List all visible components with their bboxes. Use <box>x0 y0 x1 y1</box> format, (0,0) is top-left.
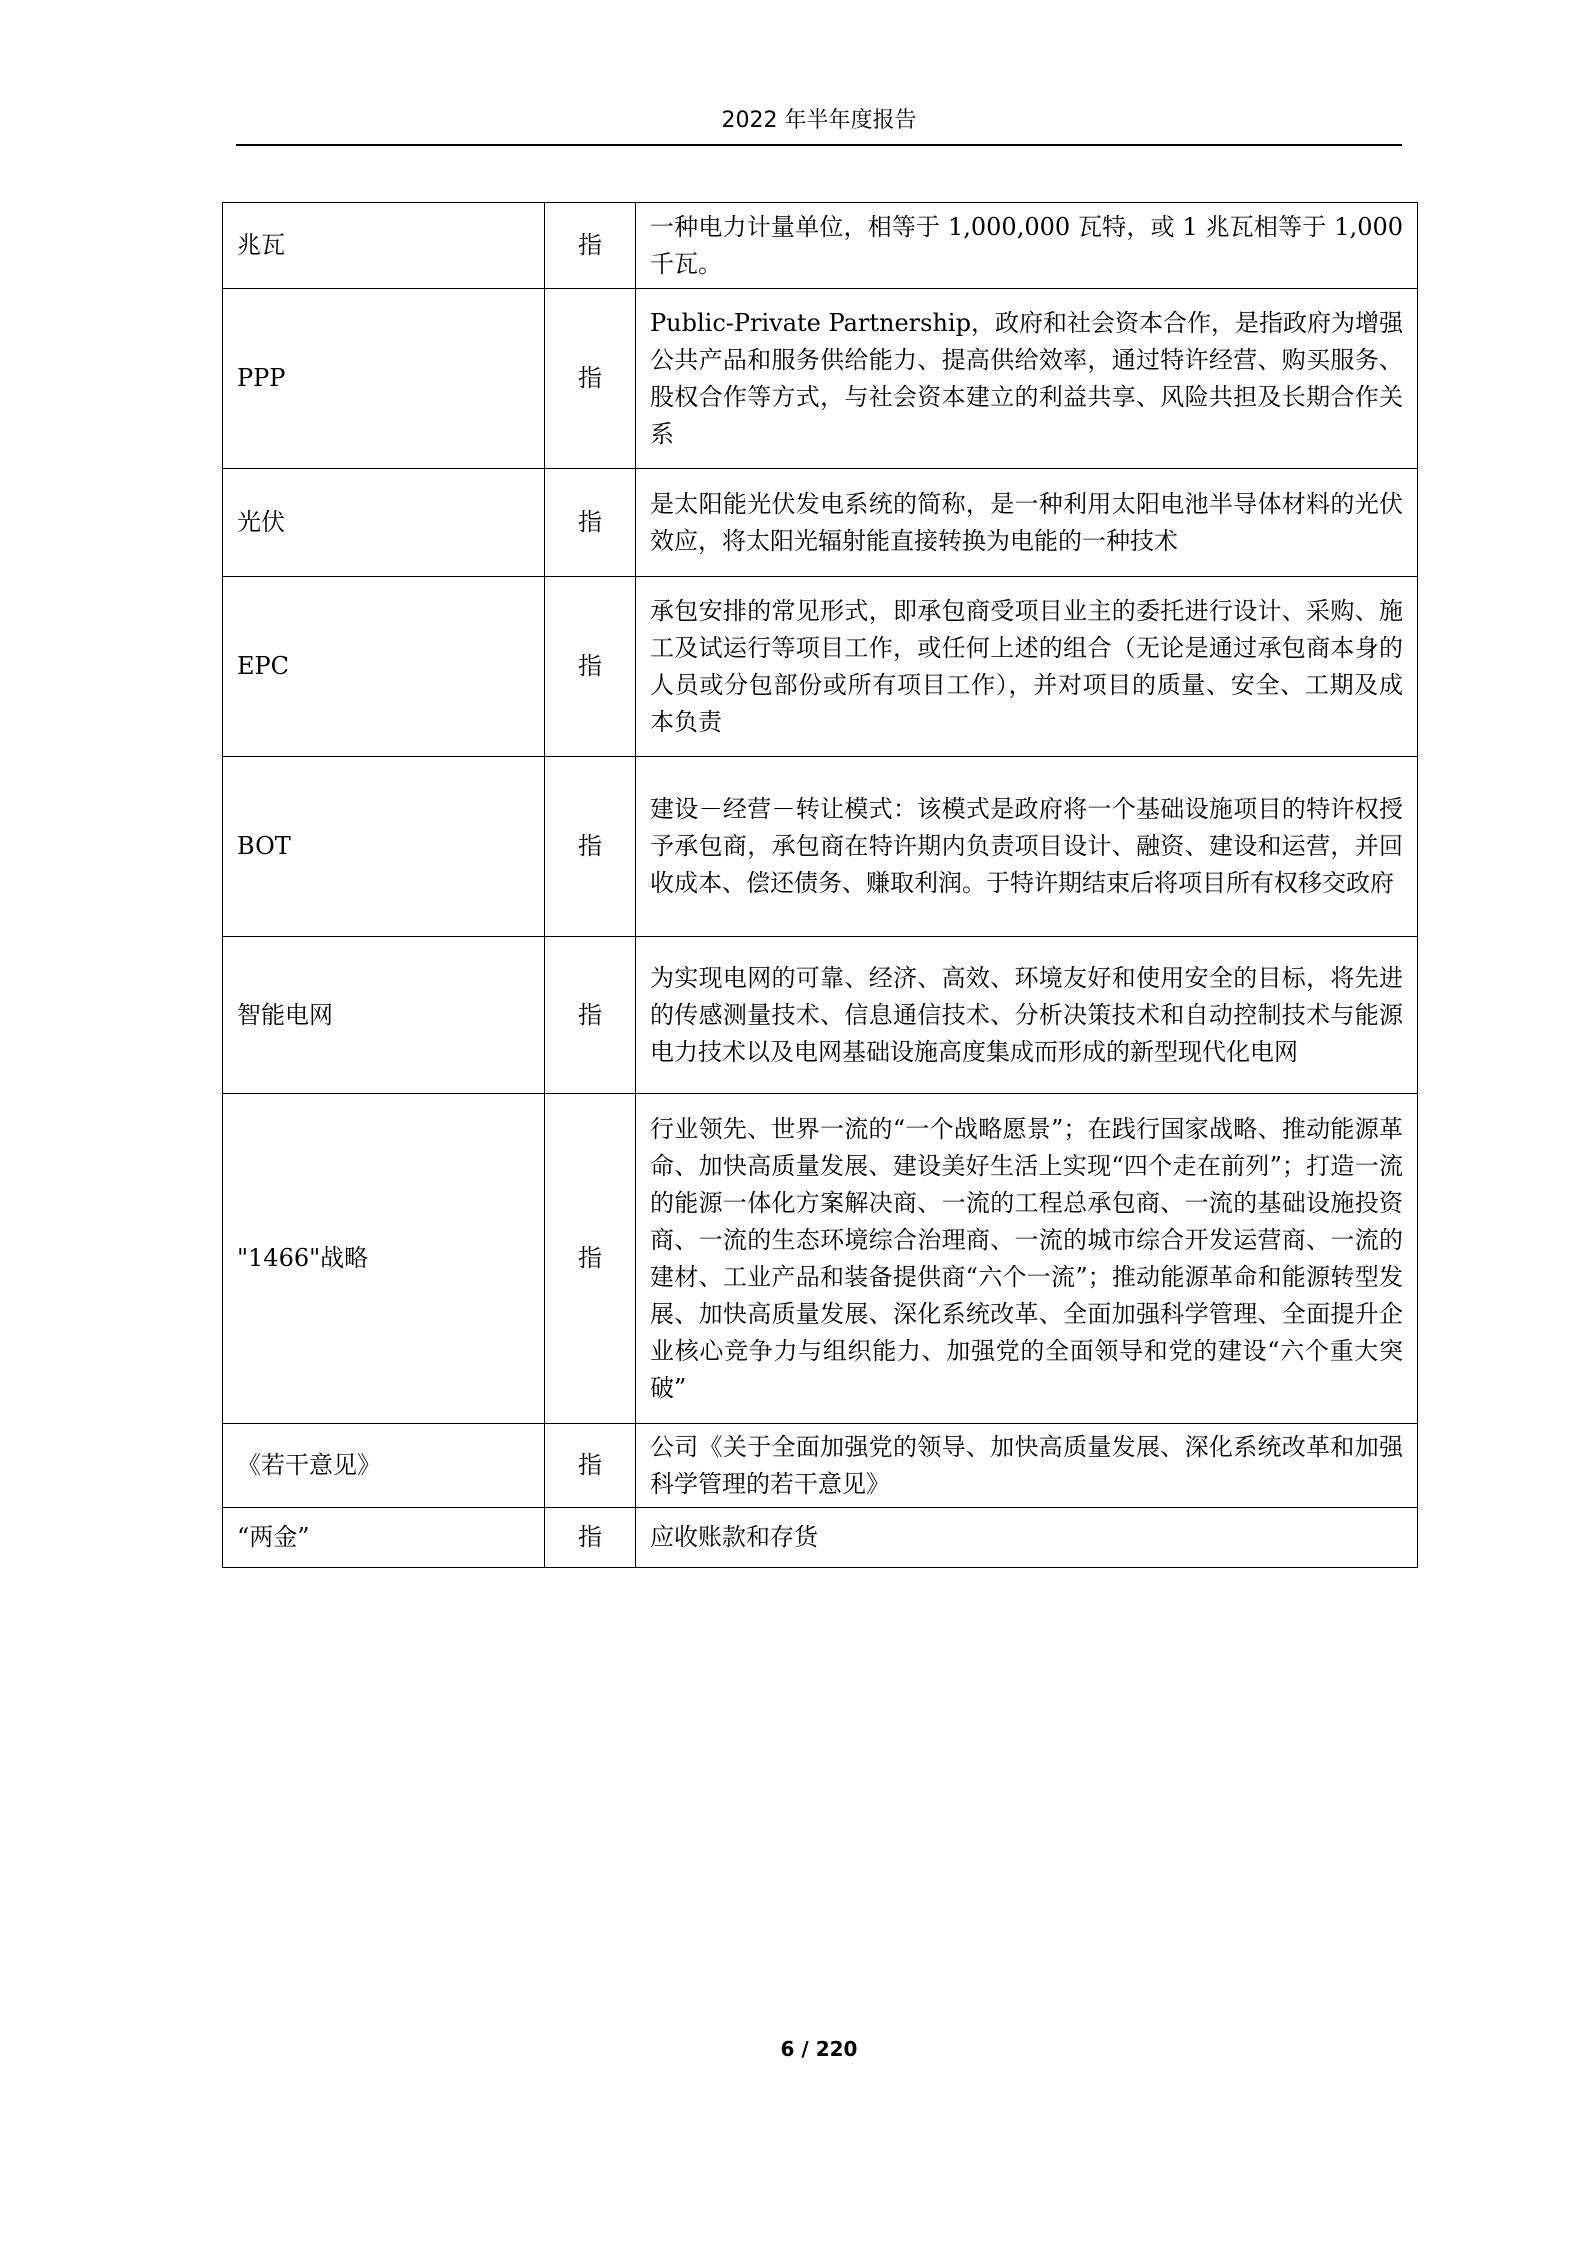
term-cell: BOT <box>223 757 545 937</box>
page-number: 6 / 220 <box>780 2037 858 2061</box>
definition-cell: Public-Private Partnership，政府和社会资本合作，是指政府为增强公共产品和服务供给能力、提高供给效率，通过特许经营、购买服务、股权合作等方式，与社会资本建立的利益共享、风险共担及长期合作关系 <box>636 289 1418 469</box>
table-row <box>223 937 1418 1094</box>
term-cell: 《若干意见》 <box>223 1424 545 1508</box>
ref-cell: 指 <box>545 757 636 937</box>
report-header-title: 2022 年半年度报告 <box>721 108 917 133</box>
table-row <box>223 469 1418 577</box>
ref-cell: 指 <box>545 937 636 1094</box>
ref-cell: 指 <box>545 1508 636 1568</box>
definition-cell: 承包安排的常见形式，即承包商受项目业主的委托进行设计、采购、施工及试运行等项目工作，或任何上述的组合（无论是通过承包商本身的人员或分包部份或所有项目工作），并对项目的质量、安全、工期及成本负责 <box>636 577 1418 757</box>
definition-cell: 为实现电网的可靠、经济、高效、环境友好和使用安全的目标，将先进的传感测量技术、信息通信技术、分析决策技术和自动控制技术与能源电力技术以及电网基础设施高度集成而形成的新型现代化电网 <box>636 937 1418 1094</box>
ref-cell: 指 <box>545 203 636 289</box>
definition-cell: 行业领先、世界一流的“一个战略愿景”；在践行国家战略、推动能源革命、加快高质量发展、建设美好生活上实现“四个走在前列”；打造一流的能源一体化方案解决商、一流的工程总承包商、一流的基础设施投资商、一流的生态环境综合治理商、一流的城市综合开发运营商、一流的建材、工业产品和装备提供商“六个一流”；推动能源革命和能源转型发展、加快高质量发展、深化系统改革、全面加强科学管理、全面提升企业核心竞争力与组织能力、加强党的全面领导和党的建设“六个重大突破” <box>636 1094 1418 1424</box>
term-cell: "1466"战略 <box>223 1094 545 1424</box>
table-row <box>223 1094 1418 1424</box>
table-row <box>223 289 1418 469</box>
definition-cell: 建设－经营－转让模式：该模式是政府将一个基础设施项目的特许权授予承包商，承包商在特许期内负责项目设计、融资、建设和运营，并回收成本、偿还债务、赚取利润。于特许期结束后将项目所有权移交政府 <box>636 757 1418 937</box>
header-divider <box>236 144 1402 146</box>
ref-cell: 指 <box>545 469 636 577</box>
table-row <box>223 577 1418 757</box>
term-cell: 智能电网 <box>223 937 545 1094</box>
table-row <box>223 1424 1418 1508</box>
definition-cell: 是太阳能光伏发电系统的简称，是一种利用太阳电池半导体材料的光伏效应，将太阳光辐射能直接转换为电能的一种技术 <box>636 469 1418 577</box>
definition-cell: 公司《关于全面加强党的领导、加快高质量发展、深化系统改革和加强科学管理的若干意见》 <box>636 1424 1418 1508</box>
ref-cell: 指 <box>545 289 636 469</box>
term-cell: “两金” <box>223 1508 545 1568</box>
term-cell: PPP <box>223 289 545 469</box>
table-row <box>223 203 1418 289</box>
table-row <box>223 1508 1418 1568</box>
term-cell: 兆瓦 <box>223 203 545 289</box>
term-cell: EPC <box>223 577 545 757</box>
definition-cell: 一种电力计量单位，相等于 1,000,000 瓦特，或 1 兆瓦相等于 1,000 千瓦。 <box>636 203 1418 289</box>
ref-cell: 指 <box>545 577 636 757</box>
table-row <box>223 757 1418 937</box>
definition-cell: 应收账款和存货 <box>636 1508 1418 1568</box>
ref-cell: 指 <box>545 1424 636 1508</box>
definitions-table <box>222 202 1418 1568</box>
ref-cell: 指 <box>545 1094 636 1424</box>
term-cell: 光伏 <box>223 469 545 577</box>
